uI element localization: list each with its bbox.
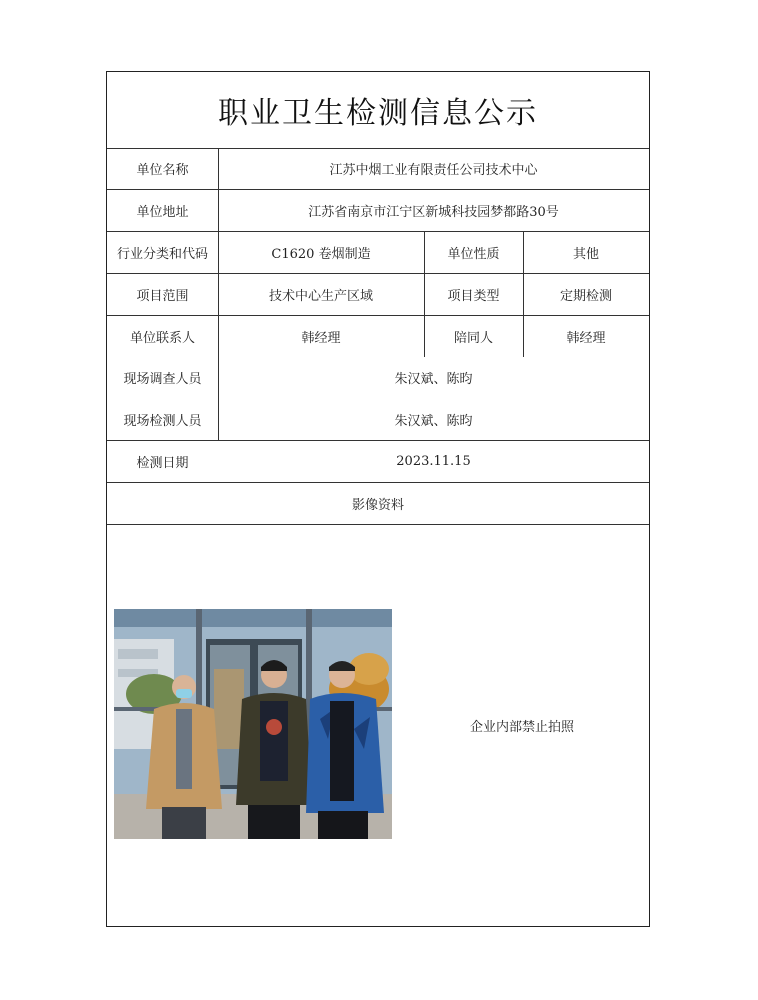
photo-restriction-note: 企业内部禁止拍照 — [469, 719, 574, 735]
unit-address-value: 江苏省南京市江宁区新城科技园梦都路30号 — [308, 204, 559, 220]
test-date-label: 检测日期 — [136, 455, 189, 471]
project-scope-value: 技术中心生产区域 — [268, 288, 373, 304]
project-type-label: 项目类型 — [447, 288, 500, 304]
unit-nature-label: 单位性质 — [447, 246, 500, 262]
page-title: 职业卫生检测信息公示 — [218, 96, 538, 131]
contact-value: 韩经理 — [301, 330, 341, 346]
contact-label: 单位联系人 — [129, 330, 195, 346]
project-type-value: 定期检测 — [559, 288, 612, 304]
unit-name-label: 单位名称 — [136, 163, 189, 178]
project-scope-label: 项目范围 — [136, 288, 189, 304]
survey-staff-value: 朱汉斌、陈昀 — [394, 372, 473, 387]
escort-label: 陪同人 — [453, 330, 493, 346]
unit-nature-value: 其他 — [572, 246, 599, 262]
testing-staff-value: 朱汉斌、陈昀 — [394, 413, 473, 429]
media-header: 影像资料 — [351, 497, 404, 513]
site-photo — [114, 609, 392, 839]
unit-name-value: 江苏中烟工业有限责任公司技术中心 — [329, 163, 538, 178]
test-date-value: 2023.11.15 — [396, 453, 471, 469]
survey-staff-label: 现场调查人员 — [123, 372, 202, 387]
notice-sheet — [106, 71, 650, 927]
industry-value: C1620 卷烟制造 — [271, 246, 371, 262]
industry-label: 行业分类和代码 — [116, 246, 208, 262]
testing-staff-label: 现场检测人员 — [123, 413, 202, 429]
unit-address-label: 单位地址 — [136, 204, 189, 220]
escort-value: 韩经理 — [566, 330, 606, 346]
